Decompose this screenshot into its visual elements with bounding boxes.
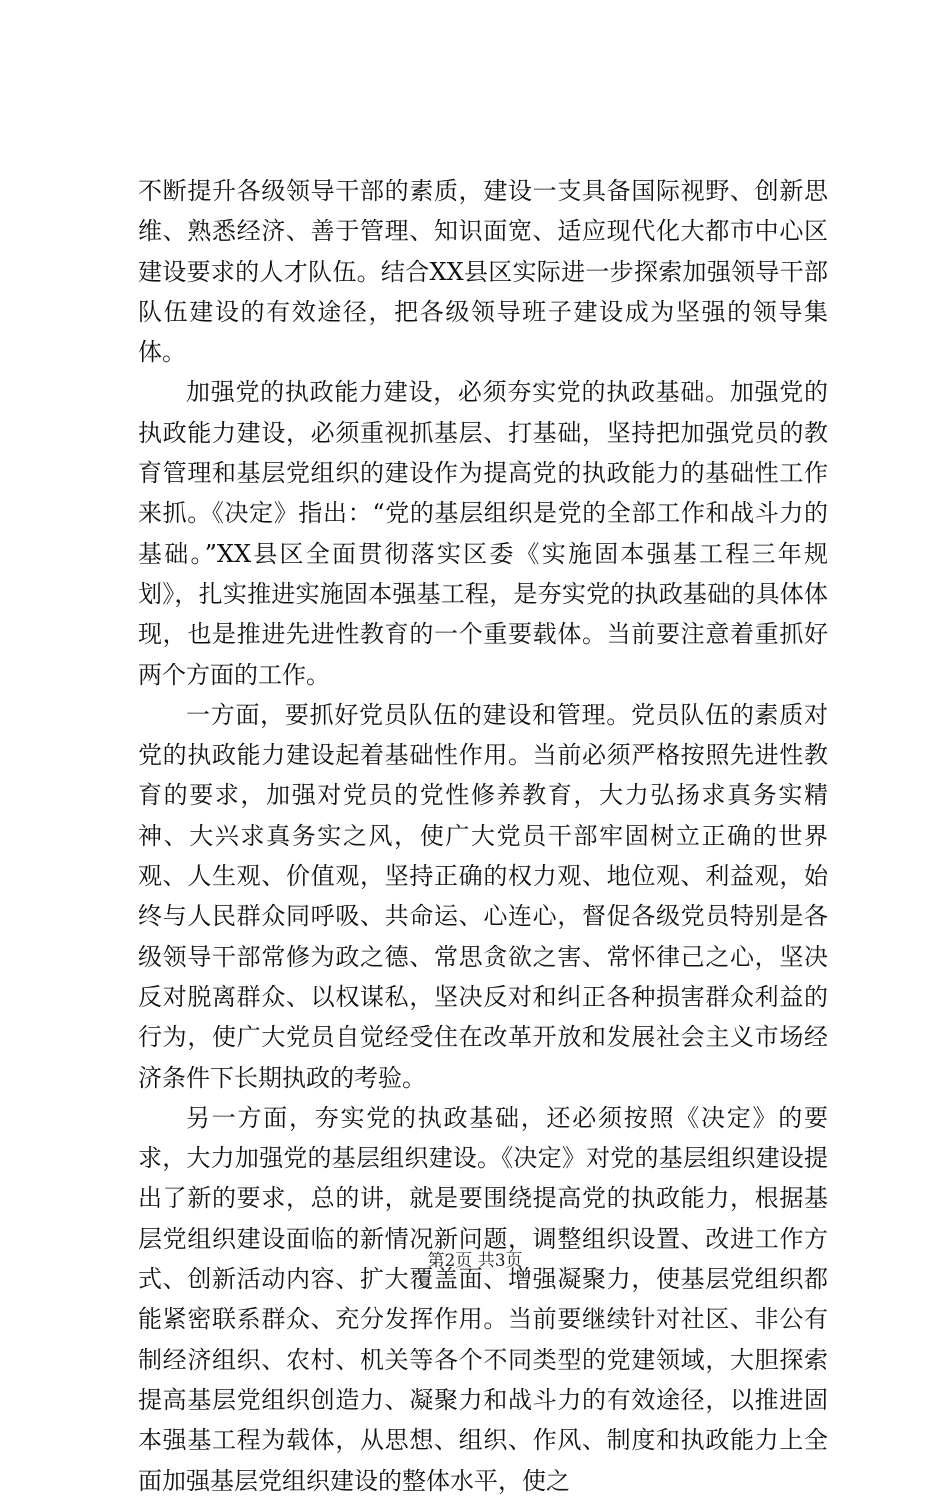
paragraph-governance-foundation: 加强党的执政能力建设，必须夯实党的执政基础。加强党的执政能力建设，必须重视抓基层、打基础，坚持把加强党员的教育管理和基层党组织的建设作为提高党的执政能力的基础性工作来抓。《决定》指出：“党的基层组织是党的全部工作和战斗力的基础。”XX县区全面贯彻落实区委《实施固本强基工程三年规划》，扎实推进实施固本强基工程，是夯实党的执政基础的具体体现，也是推进先进性教育的一个重要载体。当前要注意着重抓好两个方面的工作。 xyxy=(138,378,828,689)
document-body xyxy=(138,171,828,1501)
paragraph-continuation: 不断提升各级领导干部的素质，建设一支具备国际视野、创新思维、熟悉经济、善于管理、知识面宽、适应现代化大都市中心区建设要求的人才队伍。结合XX县区实际进一步探索加强领导干部队伍建设的有效途径，把各级领导班子建设成为坚强的领导集体。 xyxy=(138,177,828,367)
paragraph-party-member-management: 一方面，要抓好党员队伍的建设和管理。党员队伍的素质对党的执政能力建设起着基础性作用。当前必须严格按照先进性教育的要求，加强对党员的党性修养教育，大力弘扬求真务实精神、大兴求真务实之风，使广大党员干部牢固树立正确的世界观、人生观、价值观，坚持正确的权力观、地位观、利益观，始终与人民群众同呼吸、共命运、心连心，督促各级党员特别是各级领导干部常修为政之德、常思贪欲之害、常怀律己之心，坚决反对脱离群众、以权谋私，坚决反对和纠正各种损害群众利益的行为，使广大党员自觉经受住在改革开放和发展社会主义市场经济条件下长期执政的考验。 xyxy=(138,700,828,1092)
page-number-footer: 第2页 共3页 xyxy=(427,1251,523,1271)
paragraph-grassroots-organization: 另一方面，夯实党的执政基础，还必须按照《决定》的要求，大力加强党的基层组织建设。《决定》对党的基层组织建设提出了新的要求，总的讲，就是要围绕提高党的执政能力，根据基层党组织建设面临的新情况新问题，调整组织设置、改进工作方式、创新活动内容、扩大覆盖面、增强凝聚力，使基层党组织都能紧密联系群众、充分发挥作用。当前要继续针对社区、非公有制经济组织、农村、机关等各个不同类型的党建领域，大胆探索提高基层党组织创造力、凝聚力和战斗力的有效途径，以推进固本强基工程为载体，从思想、组织、作风、制度和执政能力上全面加强基层党组织建设的整体水平，使之 xyxy=(138,1103,828,1495)
